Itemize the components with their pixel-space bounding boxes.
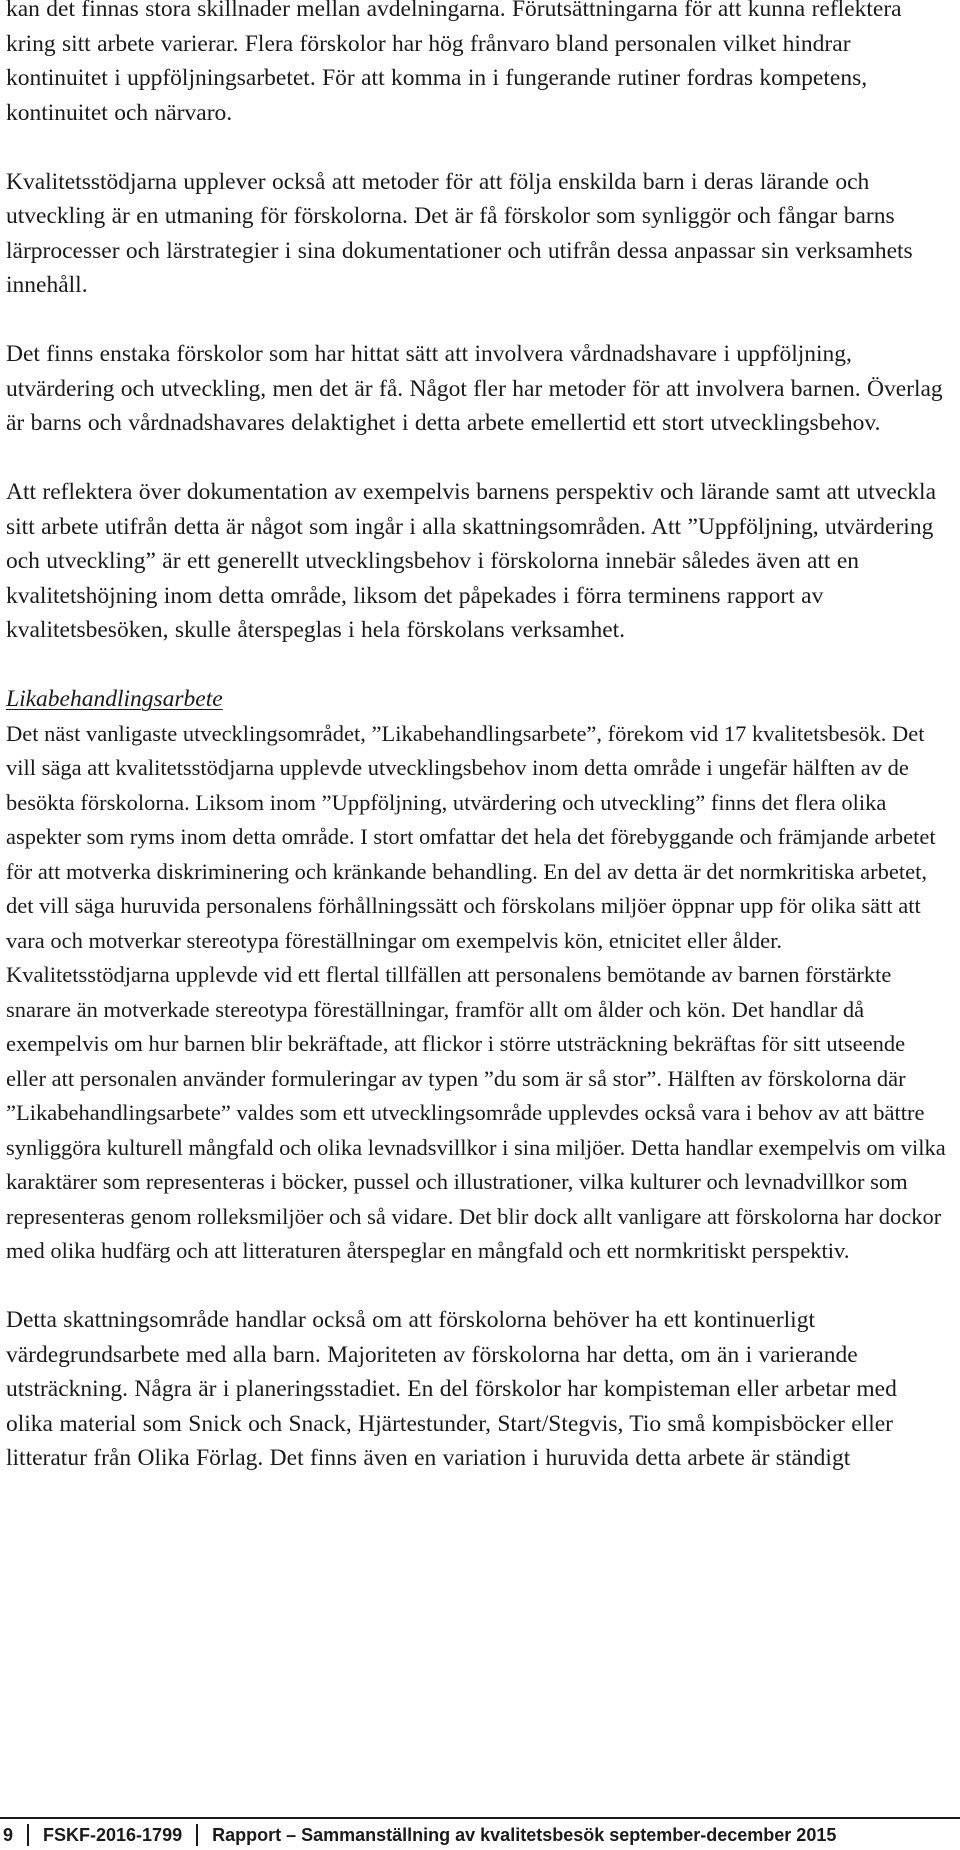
paragraph-3: Det finns enstaka förskolor som har hittat sätt att involvera vårdnadshavare i uppföljning, utvärdering och utveckling, men det är få. Något fler har metoder för att involvera barnen. Överlag är barns och vårdnadshavares delaktighet i detta arbete emellertid ett stort utvecklingsbehov.: [6, 341, 943, 436]
footer-row: [3, 1824, 836, 1846]
paragraph-2: Kvalitetsstödjarna upplever också att metoder för att följa enskilda barn i deras lärande och utveckling är en utmaning för förskolorna. Det är få förskolor som synliggör och fångar barns lärprocesser och lärstrategier i sina dokumentationer och utifrån dessa anpassar sin verksamhets innehåll.: [6, 168, 913, 298]
report-title: Rapport – Sammanställning av kvalitetsbesök september-december 2015: [212, 1824, 837, 1845]
footer-divider: [0, 1817, 960, 1819]
paragraph-6: Detta skattningsområde handlar också om att förskolorna behöver ha ett kontinuerligt värdegrundsarbete med alla barn. Majoriteten av förskolorna har detta, om än i varierande utsträckning. Några är i planeringsstadiet. En del förskolor har kompisteman eller arbetar med olika material som Snick och Snack, Hjärtestunder, Start/Stegvis, Tio små kompisböcker eller litteratur från Olika Förlag. Det finns även en variation i huruvida detta arbete är ständigt: [6, 1307, 897, 1471]
body-text: [6, 0, 946, 1476]
footer-separator: [196, 1824, 198, 1846]
page-footer: [0, 1817, 960, 1850]
paragraph-5: Det näst vanligaste utvecklingsområdet, ”Likabehandlingsarbete”, förekom vid 17 kvalitetsbesök. Det vill säga att kvalitetsstödjarna upplevde utvecklingsbehov inom detta område i ungefär hälften av de besökta förskolorna. Liksom inom ”Uppföljning, utvärdering och utveckling” finns det flera olika aspekter som ryms inom detta område. I stort omfattar det hela det förebyggande och främjande arbetet för att motverka diskriminering och kränkande behandling. En del av detta är det normkritiska arbetet, det vill säga huruvida personalens förhållningssätt och förskolans miljöer öppnar upp för olika sätt att vara och motverkar stereotypa föreställningar om exempelvis kön, etnicitet eller ålder. Kvalitetsstödjarna upplevde vid ett flertal tillfällen att personalens bemötande av barnen förstärkte snarare än motverkade stereotypa föreställningar, framför allt om ålder och kön. Det handlar då exempelvis om hur barnen blir bekräftade, att flickor i större utsträckning bekräftas för sitt utseende eller att personalen använder formuleringar av typen ”du som är så stor”. Hälften av förskolorna där ”Likabehandlingsarbete” valdes som ett utvecklingsområde upplevdes också vara i behov av att bättre synliggöra kulturell mångfald och olika levnadsvillkor i sina miljöer. Detta handlar exempelvis om vilka karaktärer som representeras i böcker, pussel och illustrationer, vilka kulturer och levnadvillkor som representeras genom rolleksmiljöer och så vidare. Det blir dock allt vanligare att förskolorna har dockor med olika hudfärg och att litteraturen återspeglar en mångfald och ett normkritiskt perspektiv.: [6, 720, 946, 1263]
document-id: FSKF-2016-1799: [43, 1824, 183, 1845]
paragraph-1: kan det finnas stora skillnader mellan avdelningarna. Förutsättningarna för att kunna reflektera kring sitt arbete varierar. Flera förskolor har hög frånvaro bland personalen vilket hindrar kontinuitet i uppföljningsarbetet. För att komma in i fungerande rutiner fordras kompetens, kontinuitet och närvaro.: [6, 0, 902, 126]
paragraph-4: Att reflektera över dokumentation av exempelvis barnens perspektiv och lärande samt att utveckla sitt arbete utifrån detta är något som ingår i alla skattningsområden. Att ”Uppföljning, utvärdering och utveckling” är ett generellt utvecklingsbehov i förskolorna innebär således även att en kvalitetshöjning inom detta område, liksom det påpekades i förra terminens rapport av kvalitetsbesöken, skulle återspeglas i hela förskolans verksamhet.: [6, 479, 936, 643]
section-heading-likabehandlingsarbete: Likabehandlingsarbete: [6, 686, 223, 712]
page-number: 9: [3, 1824, 14, 1845]
footer-separator: [27, 1824, 29, 1846]
